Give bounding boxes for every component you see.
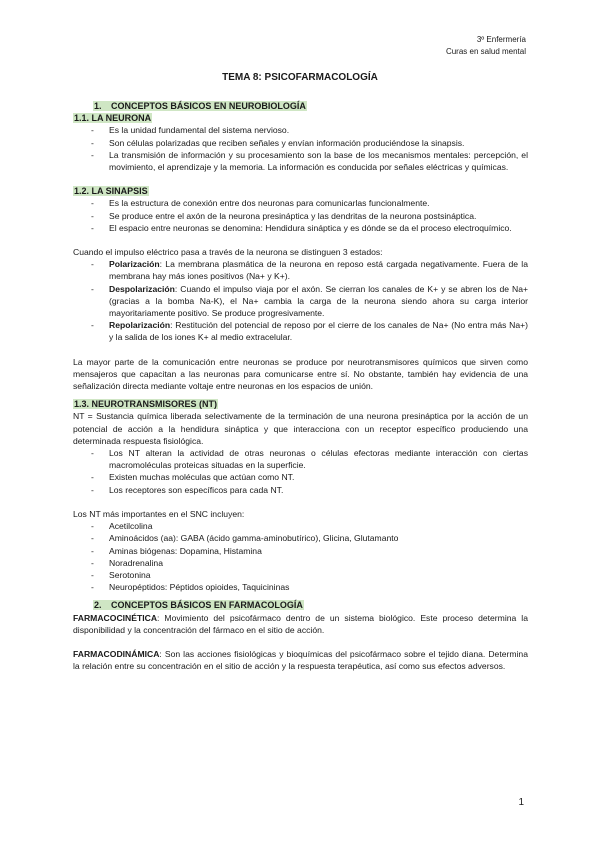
document-title: TEMA 8: PSICOFARMACOLOGÍA	[222, 72, 378, 83]
header-course: 3º Enfermería	[476, 35, 526, 44]
list-item: - Es la unidad fundamental del sistema nervioso.	[73, 124, 528, 136]
list-item: - Noradrenalina	[73, 557, 528, 569]
list-item: - Neuropéptidos: Péptidos opioides, Taquicininas	[73, 581, 528, 593]
list-item: - La transmisión de información y su procesamiento son la base de los mecanismos mentales: percepción, el movimiento, el aprendizaje y la memoria. La información es conducida por señales eléctricas y químicas.	[73, 149, 528, 173]
farmacodinamica-paragraph: FARMACODINÁMICA: Son las acciones fisiológicas y bioquímicas del psicofármaco sobre el tejido diana. Determina la relación entre su concentración en el sitio de acción y la respuesta terapéutica, así como sus efectos adversos.	[73, 648, 528, 672]
nt-important-intro: Los NT más importantes en el SNC incluyen:	[73, 508, 245, 519]
nt-definition: NT = Sustancia química liberada selectivamente de la terminación de una neurona presináptica por la acción de un potencial de acción a la hendidura sináptica y que interacciona con un receptor específico produciendo una determinada respuesta fisiológica.	[73, 411, 528, 446]
section-1-1-heading: 1.1. LA NEURONA	[74, 113, 152, 124]
section-1-3-heading: 1.3. NEUROTRANSMISORES (NT)	[74, 399, 218, 410]
page-number: 1	[518, 797, 524, 808]
section-1-number: 1.	[94, 101, 102, 111]
header-subject: Curas en salud mental	[445, 47, 526, 56]
communication-paragraph: La mayor parte de la comunicación entre neuronas se produce por neurotransmisores químicos que sirven como mensajeros que capacitan a las neuronas para comunicarse entre sí. No obstante, también hay evidencia de una señalización directa mediante voltaje entre neuronas en los espacios de unión.	[73, 356, 528, 392]
page-header	[446, 34, 526, 58]
section-1-title: CONCEPTOS BÁSICOS EN NEUROBIOLOGÍA	[111, 101, 306, 111]
list-item: - Aminoácidos (aa): GABA (ácido gamma-aminobutírico), Glicina, Glutamanto	[73, 532, 528, 544]
farmacocinetica-paragraph: FARMACOCINÉTICA: Movimiento del psicofármaco dentro de un sistema biológico. Este proceso determina la disponibilidad y la concentración del fármaco en el sitio de acción.	[73, 612, 528, 635]
list-item: - Polarización: La membrana plasmática de la neurona en reposo está cargada negativamente. Fuera de la membrana hay más iones positivos (Na+ y K+).	[73, 258, 528, 282]
document-body	[73, 100, 528, 672]
list-item: - Acetilcolina	[73, 520, 528, 532]
list-item: - Aminas biógenas: Dopamina, Histamina	[73, 545, 528, 557]
section-1-heading	[73, 100, 528, 112]
list-item: - Los NT alteran la actividad de otras neuronas o células efectoras mediante interacción con ciertas macromoléculas proteicas situadas en la superficie.	[73, 447, 528, 471]
nt-list	[73, 447, 528, 496]
neurona-list	[73, 124, 528, 173]
list-item: - Los receptores son específicos para cada NT.	[73, 484, 528, 496]
sinapsis-list	[73, 197, 528, 234]
list-item: - Es la estructura de conexión entre dos neuronas para comunicarlas funcionalmente.	[73, 197, 528, 209]
section-2-heading	[73, 599, 528, 611]
list-item: - Existen muchas moléculas que actúan como NT.	[73, 471, 528, 483]
list-item: - Serotonina	[73, 569, 528, 581]
section-2-number: 2.	[94, 600, 102, 611]
list-item: - Se produce entre el axón de la neurona presináptica y las dendritas de la neurona postsináptica.	[73, 210, 528, 222]
section-2-title: CONCEPTOS BÁSICOS EN FARMACOLOGÍA	[111, 600, 303, 611]
nt-important-list	[73, 520, 528, 593]
list-item: - Repolarización: Restitución del potencial de reposo por el cierre de los canales de Na+ (No entra más Na+) y la salida de los iones K+ al medio extracelular.	[73, 319, 528, 343]
states-intro: Cuando el impulso eléctrico pasa a través de la neurona se distinguen 3 estados:	[73, 247, 383, 258]
list-item: - Son células polarizadas que reciben señales y envían información produciéndose la sinapsis.	[73, 137, 528, 149]
states-list	[73, 258, 528, 343]
section-1-2-heading: 1.2. LA SINAPSIS	[74, 186, 148, 197]
list-item: - Despolarización: Cuando el impulso viaja por el axón. Se cierran los canales de K+ y se abren los de Na+ (gracias a la bomba Na-K), el Na+ cambia la carga de la neurona siendo ahora su carga interior mayoritariamente positivo. Se produce progresivamente.	[73, 283, 528, 320]
list-item: - El espacio entre neuronas se denomina: Hendidura sináptica y es dónde se da el proceso electroquímico.	[73, 222, 528, 234]
